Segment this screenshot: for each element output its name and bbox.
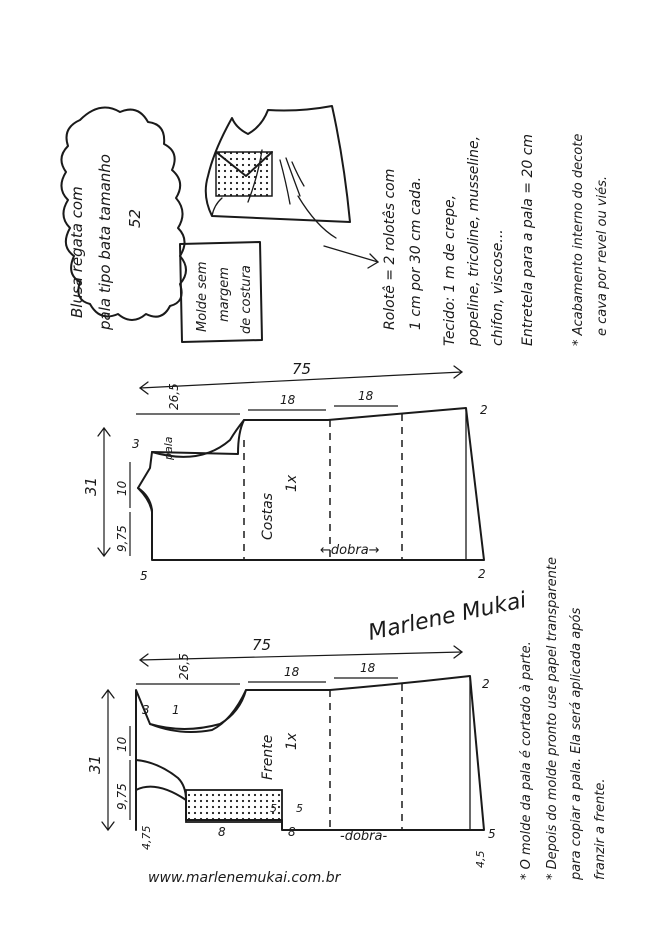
front-yoke-area	[186, 790, 282, 822]
back-dim-side: 5	[140, 569, 148, 583]
back-dim-seg2: 18	[358, 389, 374, 403]
front-piece-count: 1x	[284, 732, 300, 750]
back-piece-count: 1x	[284, 474, 300, 492]
back-dim-pala-tag: pala	[162, 436, 175, 460]
front-dim-pala-d: 8	[288, 825, 296, 839]
back-dim-top-len: 26,5	[167, 383, 181, 410]
signature: Marlene Mukai	[366, 587, 529, 646]
back-dim-seg1: 18	[280, 393, 296, 407]
back-dim-width: 31	[82, 476, 100, 496]
note-box	[180, 242, 262, 342]
back-dim-shoulder: 3	[132, 437, 140, 451]
materials-text	[382, 134, 610, 347]
title-line-3: 52	[126, 208, 144, 228]
front-dim-pala-h: 5	[270, 802, 277, 815]
front-dim-neck-d: 9,75	[115, 783, 129, 810]
front-dim-top-len: 26,5	[177, 653, 191, 680]
note-box-line-3: de costura	[239, 265, 254, 334]
front-dim-shoulder: 3	[142, 703, 150, 717]
back-dim-hem-fold: 2	[478, 567, 486, 581]
title-line-1: Blusa regata com	[68, 186, 86, 318]
back-dim-length: 75	[292, 360, 312, 378]
rolote-size-line: 1 cm por 30 cm cada.	[408, 176, 424, 330]
entretela-line: Entretela para a pala = 20 cm	[520, 133, 536, 346]
front-dim-shoulder-b: 1	[172, 703, 180, 717]
website-url: www.marlenemukai.com.br	[148, 870, 341, 886]
back-piece-name: Costas	[260, 493, 276, 540]
back-piece-fold: ←dobra→	[320, 543, 380, 558]
note-4: franzir a frente.	[593, 778, 608, 880]
note-box-line-2: margem	[217, 267, 232, 322]
front-dim-length: 75	[252, 636, 272, 654]
acabamento-line-2: e cava por revel ou viés.	[595, 175, 610, 336]
front-dim-neck-w: 10	[115, 736, 129, 752]
front-dim-pala-w: 8	[218, 825, 226, 839]
tecido-types-line: popeline, tricoline, musseline,	[466, 135, 482, 346]
back-dim-neck-d: 9,75	[115, 525, 129, 552]
front-dim-bottom: 4,5	[474, 850, 487, 868]
notes-block	[519, 557, 608, 881]
front-dim-seg2: 18	[360, 661, 376, 675]
note-3: para copiar a pala. Ela será aplicada após	[569, 607, 584, 880]
front-dim-hem-side: 2	[482, 677, 490, 691]
title-line-2: pala tipo bata tamanho	[96, 154, 114, 330]
front-piece-name: Frente	[260, 734, 276, 780]
title-cloud	[61, 108, 186, 332]
tecido-more-line: chifon, viscose...	[490, 229, 506, 346]
back-pattern-piece	[82, 360, 488, 583]
back-dim-neck-w: 10	[115, 480, 129, 496]
note-box-line-1: Molde sem	[195, 261, 210, 332]
front-pattern-piece	[86, 636, 496, 868]
front-piece-fold: -dobra-	[340, 829, 388, 844]
acabamento-line: * Acabamento interno do decote	[571, 133, 586, 346]
tecido-line: Tecido: 1 m de crepe,	[442, 194, 458, 346]
front-dim-hem-fold: 5	[488, 827, 496, 841]
front-dim-seg1: 18	[284, 665, 300, 679]
note-1: * O molde da pala é cortado à parte.	[519, 641, 534, 880]
front-dim-width: 31	[86, 754, 104, 774]
front-dim-pala-l: 4,75	[140, 825, 153, 850]
back-dim-hem-side: 2	[480, 403, 488, 417]
note-2: * Depois do molde pronto use papel transparente	[545, 557, 560, 880]
rolote-line: Rolotê = 2 rolotês com	[382, 168, 398, 330]
front-dim-pala-h2: 5	[296, 802, 303, 815]
